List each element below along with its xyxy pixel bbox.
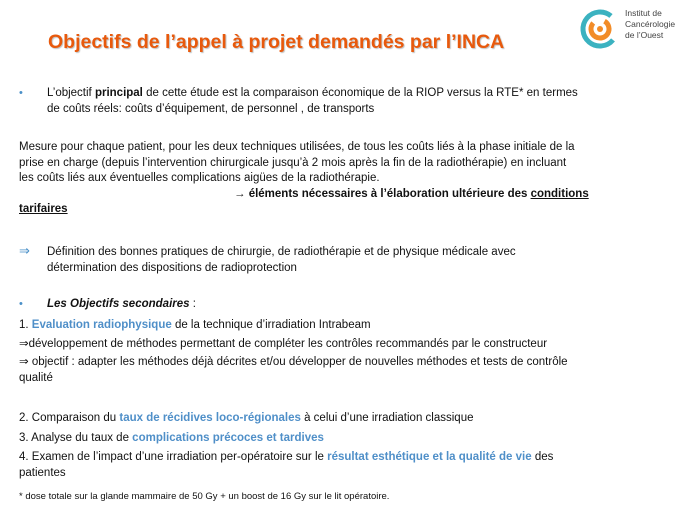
item-1-sub-2-line-2: qualité (19, 371, 53, 384)
implies-arrow-icon: ⇒ (19, 243, 30, 258)
main-objective-bold: principal (94, 87, 143, 99)
footnote: * dose totale sur la glande mammaire de 50 Gy + un boost de 16 Gy sur le lit opératoire. (19, 491, 390, 502)
main-objective-line-1 (47, 86, 677, 102)
cost-measure-paragraph (19, 140, 684, 218)
secondary-heading-row (47, 297, 196, 313)
item-4-line-2: patientes (19, 466, 66, 479)
main-objective-mid: de cette étude est la comparaison économique de la RIOP versus la RTE (142, 87, 519, 99)
item-4-post: des (531, 451, 554, 463)
footnote-star: * (518, 87, 524, 99)
item-2-post: à celui d’une irradiation classique (300, 412, 474, 424)
slide-title: Objectifs de l’appel à projet demandés par l’INCA (48, 31, 505, 53)
para-line-1: Mesure pour chaque patient, pour les deux techniques utilisées, de tous les coûts liés à la phase initiale de la (19, 141, 575, 153)
para-arrow-line (19, 187, 684, 203)
definition-line-2: détermination des dispositions de radioprotection (47, 261, 297, 274)
para-line-5: tarifaires (19, 203, 68, 215)
item-1-sub-1: ⇒développement de méthodes permettant de compléter les contrôles recommandés par le constructeur (19, 337, 548, 350)
main-objective-pre: L’objectif (47, 87, 95, 99)
logo-line-1: Institut de (625, 8, 662, 18)
main-objective-bullet (47, 86, 677, 117)
logo-text (625, 8, 675, 41)
item-4-pre: 4. Examen de l’impact d’une irradiation per-opératoire sur le (19, 451, 328, 463)
logo-circles-icon (578, 5, 624, 51)
item-4-highlight: résultat esthétique et la qualité de vie (327, 451, 532, 463)
definition-line-1: Définition des bonnes pratiques de chirurgie, de radiothérapie et de physique médicale avec (47, 246, 516, 258)
item-1-highlight: Evaluation radiophysique (31, 319, 172, 331)
item-2-highlight: taux de récidives loco-régionales (119, 412, 301, 424)
item-1 (19, 318, 684, 334)
para-arrow-underlined: conditions (530, 187, 589, 200)
item-1-rest: de la technique d’irradiation Intrabeam (171, 319, 371, 331)
para-line-2: prise en charge (depuis l’intervention chirurgicale jusqu’à 2 mois après la fin de la radiothérapie) en incluant (19, 156, 567, 169)
item-3 (19, 431, 684, 447)
item-2-pre: 2. Comparaison du (19, 412, 120, 424)
bullet-dot-icon: • (19, 87, 23, 99)
item-1-num: 1. (19, 319, 32, 331)
para-line-3: les coûts liés aux éventuelles complications aigües de la radiothérapie. (19, 172, 380, 184)
item-3-pre: 3. Analyse du taux de (19, 431, 133, 444)
item-4 (19, 450, 684, 466)
secondary-heading-colon: : (189, 298, 196, 310)
secondary-list (19, 318, 684, 386)
logo-line-3: de l’Ouest (625, 30, 664, 40)
bullet-dot-icon: • (19, 298, 23, 310)
item-2 (19, 411, 684, 427)
secondary-list-2 (19, 411, 684, 481)
logo-line-2: Cancérologie (625, 19, 676, 29)
secondary-heading: Les Objectifs secondaires (47, 298, 190, 310)
item-3-highlight: complications précoces et tardives (132, 431, 324, 444)
definition-bullet (47, 245, 677, 276)
item-1-sub-2-line-1: ⇒ objectif : adapter les méthodes déjà décrites et/ou développer de nouvelles méthodes et tests de contrôle (19, 356, 568, 368)
para-arrow-text: → éléments nécessaires à l’élaboration ultérieure des (234, 187, 531, 200)
main-objective-line-2: de coûts réels: coûts d’équipement, de personnel , de transports (47, 102, 375, 115)
institute-logo (578, 5, 686, 51)
main-objective-post: en termes (523, 87, 578, 99)
